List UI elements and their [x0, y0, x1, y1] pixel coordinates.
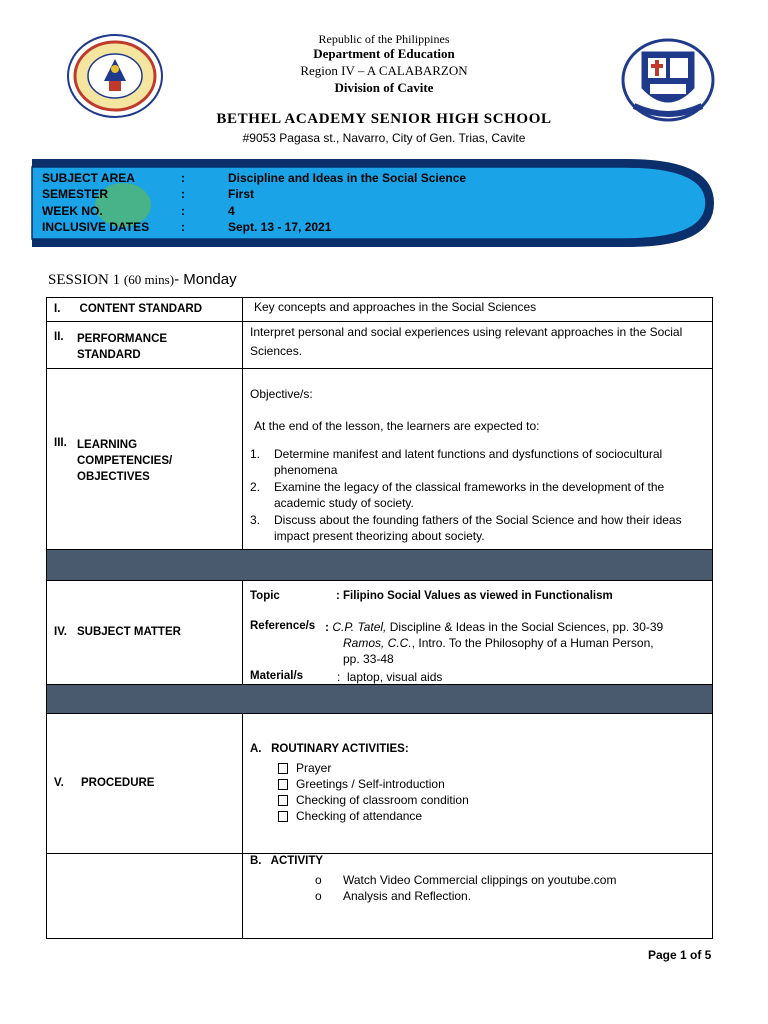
- activity-cell: [242, 853, 713, 939]
- topic-label: Topic: [250, 590, 280, 602]
- bethel-seal-icon: [620, 38, 716, 122]
- objective-intro: At the end of the lesson, the learners are expected to:: [254, 419, 540, 433]
- objective-text: Examine the legacy of the classical frameworks in the development of the academic study of society.: [274, 480, 665, 510]
- topic-value: : Filipino Social Values as viewed in Functionalism: [336, 590, 613, 602]
- routinary-item: [250, 808, 690, 824]
- procedure-label: PROCEDURE: [81, 777, 155, 789]
- objective-heading: Objective/s:: [250, 387, 313, 401]
- header-region: Region IV – A CALABARZON: [300, 63, 468, 78]
- objective-item: 2. Examine the legacy of the classical frameworks in the development of the academic study of society.: [250, 480, 665, 510]
- performance-standard-label: PERFORMANCE STANDARD: [77, 333, 168, 361]
- info-label-inclusive-dates: INCLUSIVE DATES: [42, 220, 150, 234]
- deped-seal-icon: [66, 33, 164, 119]
- header-republic: Republic of the Philippines: [318, 32, 450, 46]
- content-standard-label-cell: [46, 297, 243, 322]
- learning-competencies-num: III.: [54, 437, 67, 449]
- session-title: [48, 271, 237, 289]
- session-duration: (60 mins): [123, 272, 175, 287]
- info-value-subject-area: Discipline and Ideas in the Social Science: [228, 171, 467, 185]
- page-number: Page 1 of 5: [648, 948, 712, 962]
- objective-item: 1. Determine manifest and latent functions and dysfunctions of sociocultural phenomena: [250, 447, 663, 477]
- content-standard-label: I. CONTENT STANDARD: [54, 303, 203, 315]
- activity-item: [243, 872, 703, 888]
- subject-info-banner: [28, 155, 718, 251]
- materials-value: : laptop, visual aids: [337, 670, 443, 684]
- info-value-semester: First: [228, 187, 255, 201]
- bullet-icon: o: [315, 889, 322, 903]
- reference-2-title: , Intro. To the Philosophy of a Human Person,: [411, 636, 654, 650]
- info-colon: :: [181, 220, 185, 234]
- performance-standard-num: II.: [54, 331, 64, 343]
- checkbox-icon: [278, 811, 288, 822]
- performance-standard-value: Interpret personal and social experiences using relevant approaches in the Social Sciences.: [250, 325, 683, 358]
- routinary-item-text: Checking of classroom condition: [296, 793, 469, 807]
- info-colon: :: [181, 187, 185, 201]
- info-colon: :: [181, 171, 185, 185]
- routinary-item-text: Prayer: [296, 761, 332, 775]
- checkbox-icon: [278, 779, 288, 790]
- info-value-week-no: 4: [228, 204, 235, 218]
- performance-standard-label-cell: [46, 321, 243, 369]
- routinary-item-text: Greetings / Self-introduction: [296, 777, 445, 791]
- routinary-item-text: Checking of attendance: [296, 809, 423, 823]
- reference-1: : C.P. Tatel, Discipline & Ideas in the Social Sciences, pp. 30-39: [325, 620, 664, 634]
- info-value-inclusive-dates: Sept. 13 - 17, 2021: [228, 220, 332, 234]
- procedure-num: V.: [54, 777, 64, 789]
- routinary-item: [250, 792, 690, 808]
- subject-matter-num: IV.: [54, 626, 68, 638]
- reference-1-title: Discipline & Ideas in the Social Sciences, pp. 30-39: [389, 620, 664, 634]
- activity-item: [243, 888, 703, 904]
- objective-text: Determine manifest and latent functions and dysfunctions of sociocultural phenomena: [274, 447, 663, 477]
- procedure-label-cell: [46, 713, 243, 854]
- header-department: Department of Education: [313, 46, 455, 61]
- activity-heading: B. ACTIVITY: [250, 855, 324, 867]
- bullet-icon: o: [315, 873, 322, 887]
- routinary-heading: A. ROUTINARY ACTIVITIES:: [250, 743, 409, 755]
- activity-list: [243, 872, 703, 904]
- routinary-activities-cell: [242, 713, 713, 854]
- learning-competencies-label-cell: [46, 368, 243, 550]
- reference-1-author: C.P. Tatel,: [332, 620, 387, 634]
- routinary-list: [250, 760, 690, 824]
- routinary-item: [250, 760, 690, 776]
- content-standard-value-cell: [242, 297, 713, 322]
- activity-item-text: Analysis and Reflection.: [343, 889, 472, 903]
- section-divider-row: [46, 684, 713, 714]
- info-colon: :: [181, 204, 185, 218]
- info-label-week-no: WEEK NO.: [42, 204, 103, 218]
- reference-2-pages: pp. 33-48: [343, 652, 394, 666]
- checkbox-icon: [278, 763, 288, 774]
- performance-standard-value-cell: [242, 321, 713, 369]
- content-standard-value: Key concepts and approaches in the Social Sciences: [254, 300, 537, 314]
- objective-item: 3. Discuss about the founding fathers of the Social Science and how their ideas impact present theorizing about society.: [250, 513, 682, 543]
- subject-matter-cell: [242, 580, 713, 685]
- activity-item-text: Watch Video Commercial clippings on youtube.com: [343, 873, 617, 887]
- objective-text: Discuss about the founding fathers of the Social Science and how their ideas impact present theorizing about society.: [274, 513, 682, 543]
- section-divider-row: [46, 549, 713, 581]
- session-number: SESSION 1: [48, 272, 121, 288]
- school-address: #9053 Pagasa st., Navarro, City of Gen. Trias, Cavite: [242, 131, 526, 145]
- routinary-item: [250, 776, 690, 792]
- session-day: - Monday: [174, 271, 237, 288]
- activity-label-cell: [46, 853, 243, 939]
- reference-2-author: Ramos, C.C.: [343, 636, 412, 650]
- school-name: BETHEL ACADEMY SENIOR HIGH SCHOOL: [216, 111, 552, 127]
- subject-matter-label: SUBJECT MATTER: [77, 626, 181, 638]
- materials-label: Material/s: [250, 670, 304, 682]
- info-label-subject-area: SUBJECT AREA: [42, 171, 135, 185]
- learning-competencies-label: LEARNING COMPETENCIES/ OBJECTIVES: [77, 439, 173, 483]
- reference-label: Reference/s: [250, 620, 316, 632]
- checkbox-icon: [278, 795, 288, 806]
- subject-matter-label-cell: [46, 580, 243, 685]
- objective-list: [250, 446, 705, 545]
- info-label-semester: SEMESTER: [42, 187, 109, 201]
- header-division: Division of Cavite: [334, 80, 434, 95]
- reference-2: [343, 636, 654, 650]
- learning-objectives-cell: [242, 368, 713, 550]
